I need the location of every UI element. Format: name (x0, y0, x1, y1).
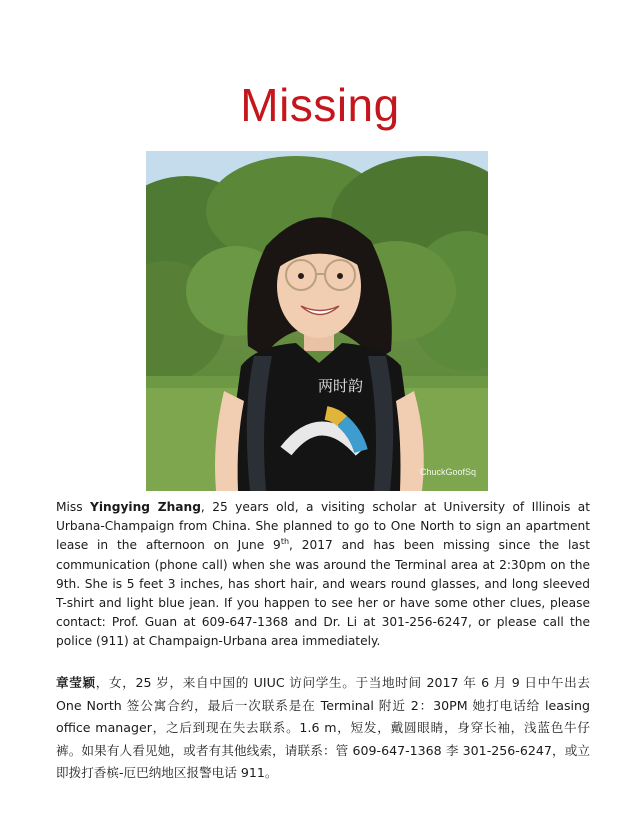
chinese-text-body: ，女，25 岁，来自中国的 UIUC 访问学生。于当地时间 2017 年 6 月 9 日中午出去 One North 签公寓合约，最后一次联系是在 Terminal 附近 2：30PM 她打电话给 leasing office manager，之后到现在失去联系。1.6 m，短发，戴圆眼睛，身穿长袖，浅蓝色牛仔裤。如果有人看见她，或者有其他线索，请联系：管 609-647-1368 李 301-256-6247，或立即拨打香槟-厄巴纳地区报警电话 911。 (56, 675, 590, 780)
poster-title: Missing (240, 79, 400, 131)
chinese-description (56, 672, 590, 785)
chinese-person-name: 章莹颖 (56, 675, 96, 690)
missing-person-photo (146, 151, 488, 491)
date-superscript: th (280, 537, 290, 547)
photo-watermark: ChuckGoofSq (419, 467, 476, 477)
shirt-graphic-text: 两时韵 (318, 377, 364, 395)
photo-illustration (146, 151, 488, 491)
english-text-contact: , 2017 and has been missing since the last communication (phone call) when she was around the Terminal area at 2:30pm on the 9th. She is 5 feet 3 inches, has short hair, and wears round glasses, and long sleeved T-shirt and light blue jean. If you happen to see her or have some other clues, please contact: Prof. Guan at 609-647-1368 and Dr. Li at 301-256-6247, or please call the police (911) at Champaign-Urbana area immediately. (56, 538, 591, 649)
english-text-lead: Miss (56, 500, 91, 514)
english-text-body: , 25 years old, a visiting scholar at University of Illinois at Urbana-Champaign from China. She planned to go to One North to sign an apartment lease in the afternoon on June 9 (56, 500, 590, 553)
missing-person-name: Yingying Zhang (90, 500, 201, 514)
english-description (56, 498, 590, 652)
